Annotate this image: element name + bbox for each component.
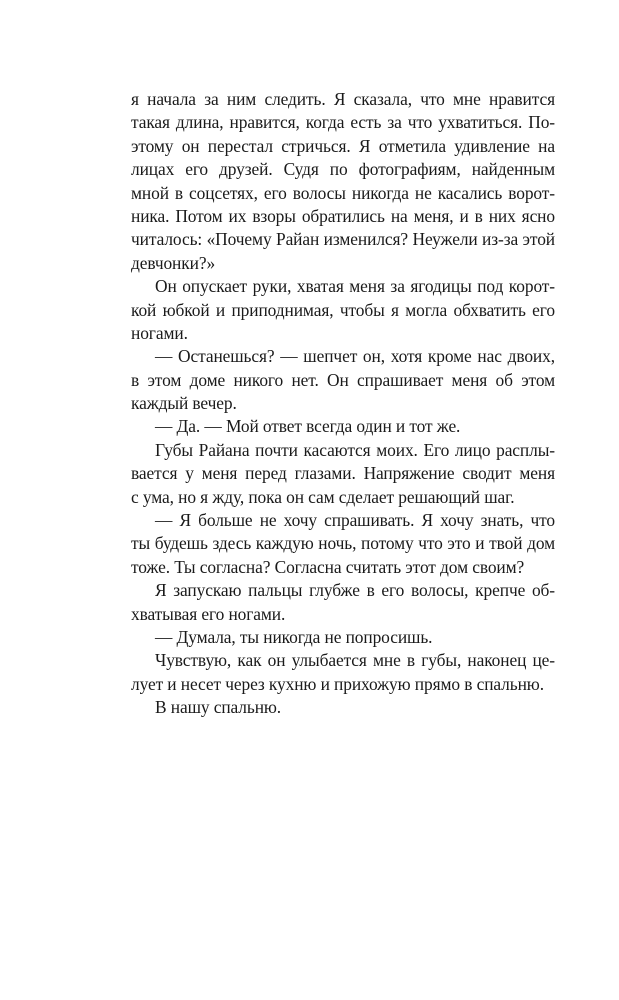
text-line: с ума, но я жду, пока он сам сделает решающий шаг. [131, 486, 515, 507]
text-line: тоже. Ты согласна? Согласна считать этот дом своим? [131, 556, 525, 577]
text-line: вается у меня перед глазами. Напряжение сводит меня [131, 463, 555, 484]
text-line: я начала за ним следить. Я сказала, что мне нравится [131, 89, 555, 109]
paragraph [131, 415, 555, 438]
text-line: каждый вечер. [131, 393, 237, 414]
text-line: Чувствую, как он улыбается мне в губы, наконец це- [155, 650, 555, 671]
paragraph [131, 626, 555, 649]
text-line: ника. Потом их взоры обратились на меня, и в них ясно [131, 205, 555, 226]
paragraph [131, 88, 555, 275]
text-line: читалось: «Почему Райан изменился? Неужели из-за этой [131, 229, 555, 250]
paragraph [131, 275, 555, 345]
paragraph [131, 649, 555, 696]
paragraph [131, 696, 555, 719]
text-line: ногами. [131, 322, 188, 343]
text-line: этому он перестал стричься. Я отметила удивление на [131, 135, 555, 156]
text-line: хватывая его ногами. [131, 603, 286, 624]
text-line: мной в соцсетях, его волосы никогда не касались ворот- [131, 182, 555, 203]
text-line: Я запускаю пальцы глубже в его волосы, крепче об- [155, 580, 555, 601]
text-line: — Да. — Мой ответ всегда один и тот же. [155, 416, 461, 437]
paragraph [131, 579, 555, 626]
paragraph [131, 439, 555, 509]
text-line: — Я больше не хочу спрашивать. Я хочу знать, что [155, 510, 555, 531]
text-line: кой юбкой и приподнимая, чтобы я могла обхватить его [131, 299, 555, 320]
paragraph [131, 509, 555, 579]
text-line: — Думала, ты никогда не попросишь. [155, 626, 433, 647]
paragraph [131, 345, 555, 415]
text-line: Губы Райана почти касаются моих. Его лицо расплы- [155, 439, 555, 460]
text-line: — Останешься? — шепчет он, хотя кроме нас двоих, [155, 346, 555, 367]
text-line: Он опускает руки, хватая меня за ягодицы под корот- [155, 276, 555, 297]
text-line: в этом доме никого нет. Он спрашивает меня об этом [131, 369, 555, 390]
text-line: ты будешь здесь каждую ночь, потому что это и твой дом [131, 533, 555, 554]
body-text [131, 88, 555, 720]
text-line: такая длина, нравится, когда есть за что ухватиться. По- [131, 112, 555, 133]
text-line: лицах его друзей. Судя по фотографиям, найденным [131, 159, 555, 180]
text-line: лует и несет через кухню и прихожую прямо в спальню. [131, 673, 544, 694]
text-line: В нашу спальню. [155, 697, 282, 718]
text-line: девчонки?» [131, 252, 216, 273]
